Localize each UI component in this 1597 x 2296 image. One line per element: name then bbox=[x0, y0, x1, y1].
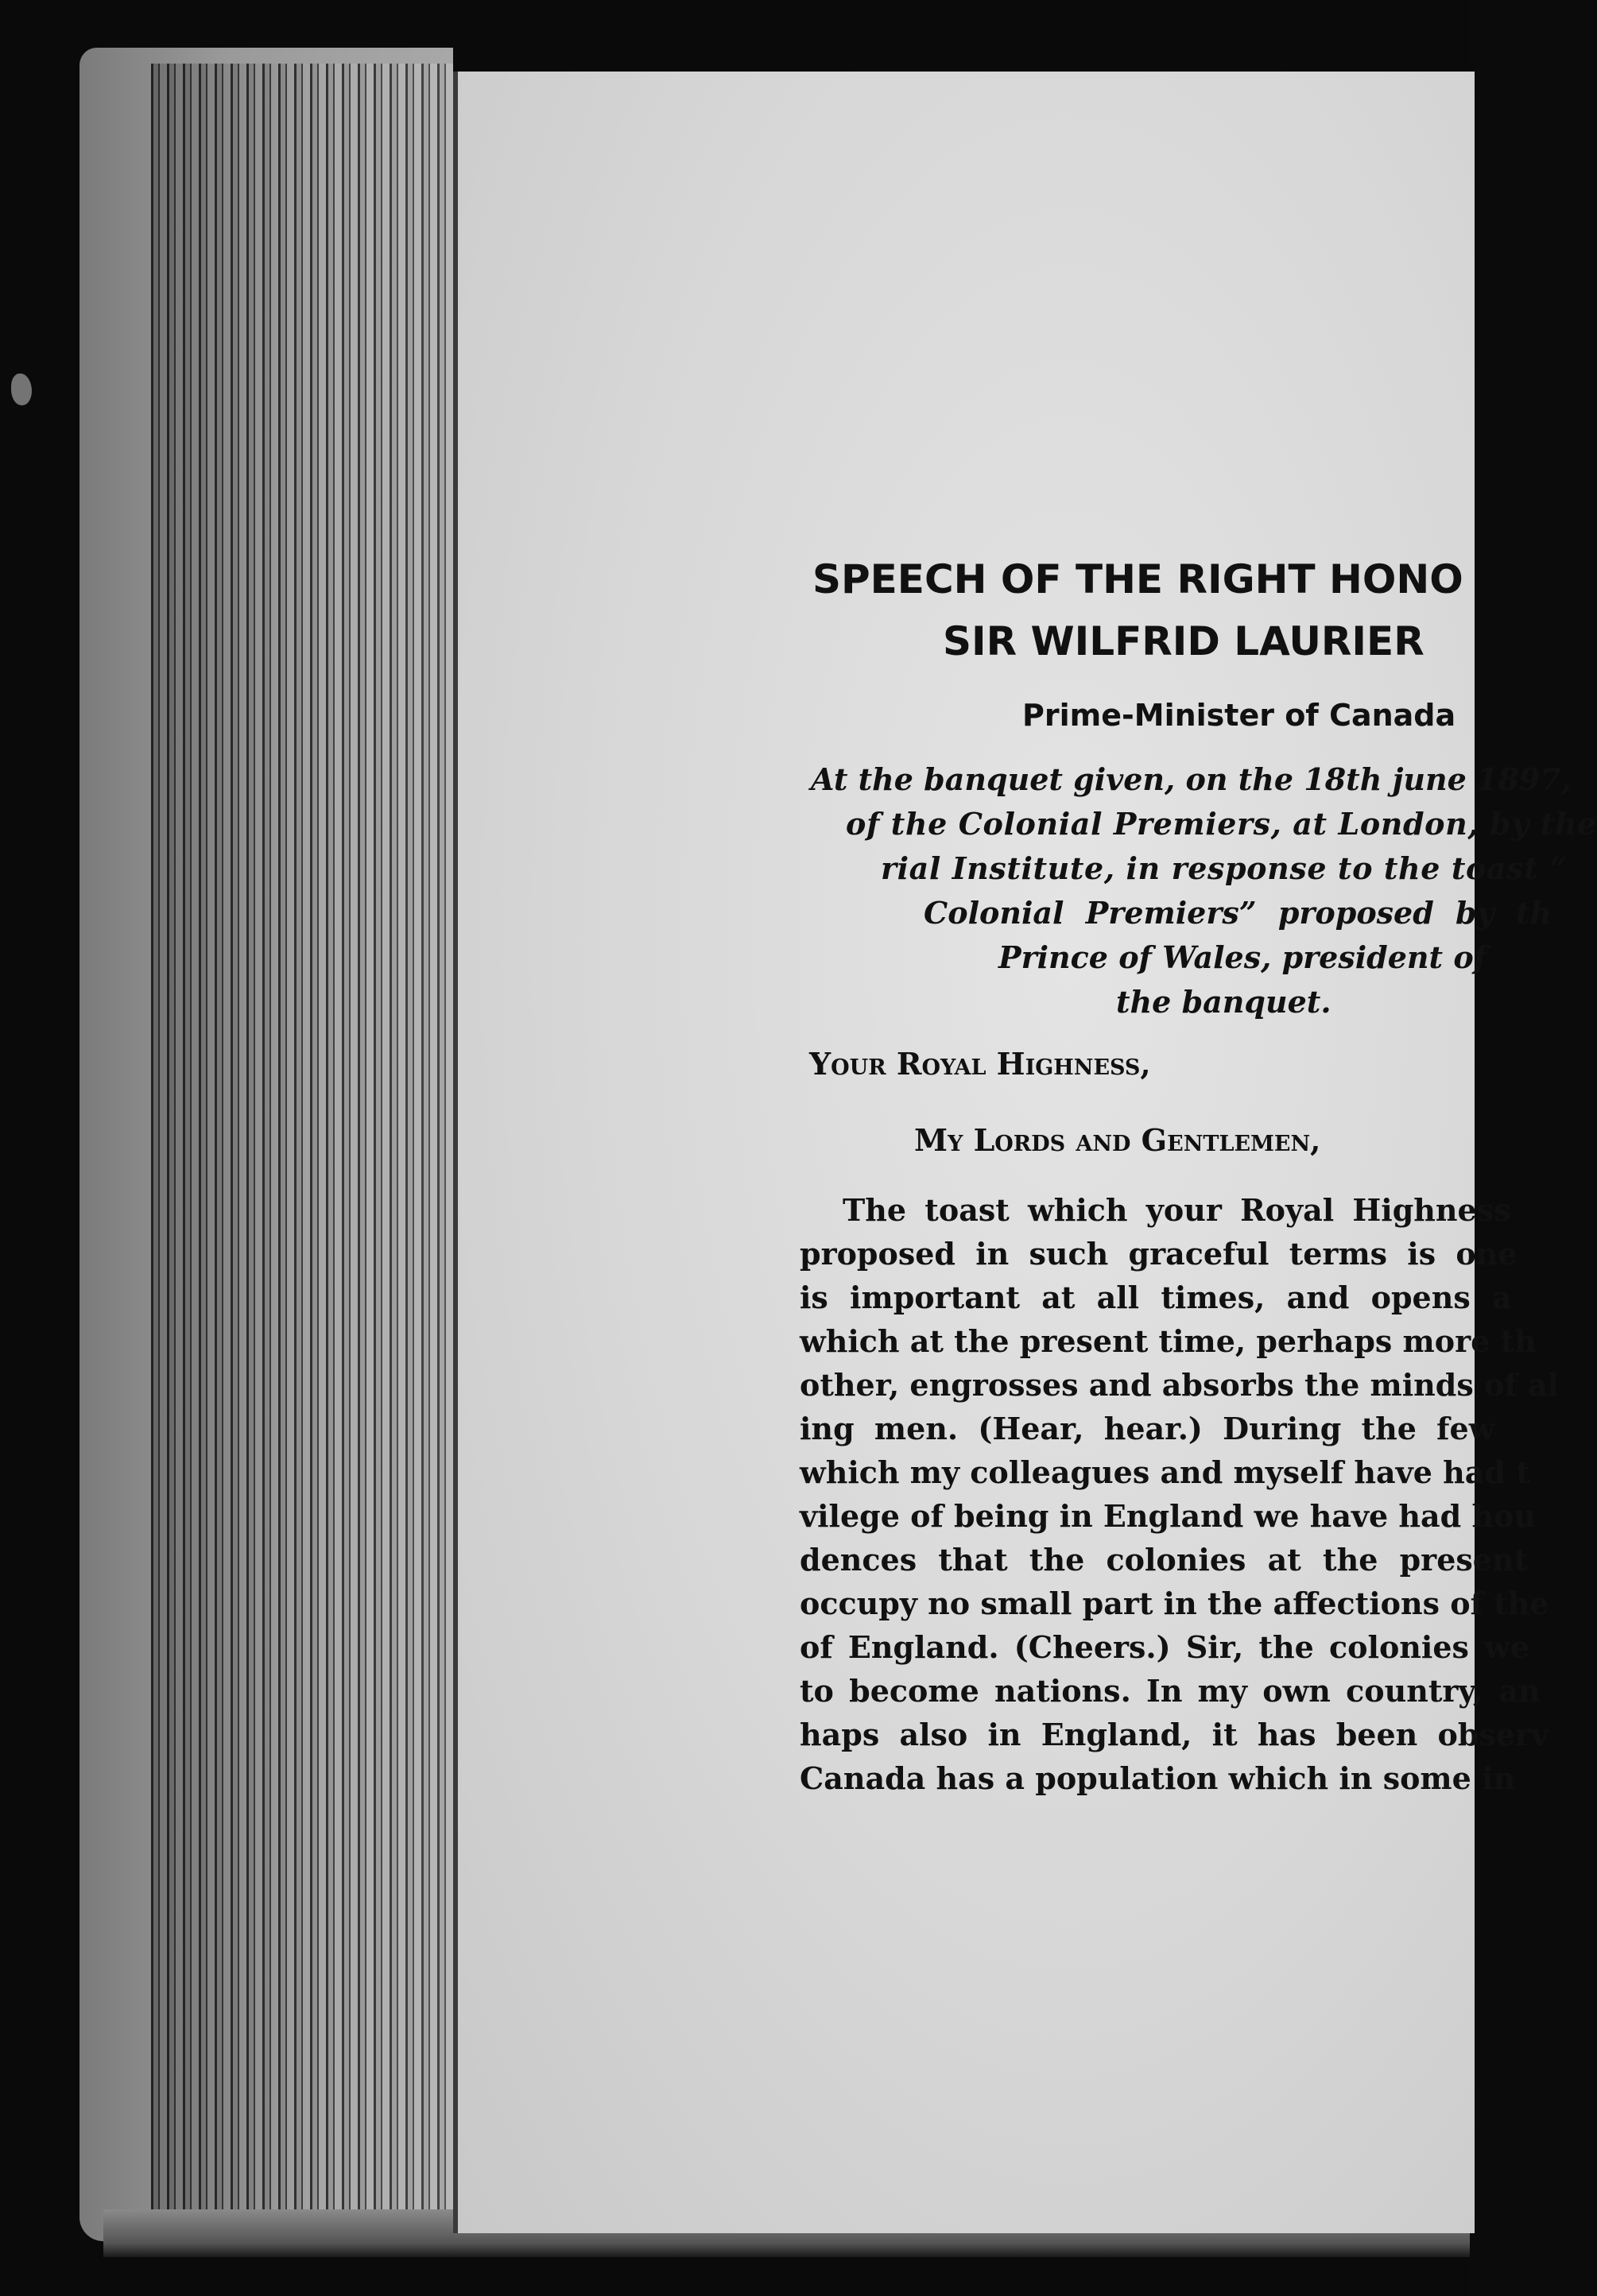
body-line-10: occupy no small part in the affections of the bbox=[800, 1586, 1549, 1621]
occasion-line-2: of the Colonial Premiers, at London, by the bbox=[846, 806, 1597, 842]
salutation-lords-gentlemen: My Lords and Gentlemen, bbox=[914, 1122, 1321, 1158]
occasion-line-3: rial Institute, in response to the toast “ bbox=[881, 850, 1568, 886]
page-stack-shadow bbox=[151, 64, 453, 2241]
occasion-line-1: At the banquet given, on the 18th june 1897, bbox=[811, 761, 1572, 797]
speaker-role: Prime-Minister of Canada bbox=[1022, 698, 1456, 733]
salutation-royal-highness: Your Royal Highness, bbox=[809, 1046, 1151, 1082]
body-line-4: which at the present time, perhaps more th bbox=[800, 1323, 1537, 1359]
body-line-2: proposed in such graceful terms is one bbox=[800, 1236, 1518, 1272]
speech-title-line-2: SIR WILFRID LAURIER bbox=[943, 618, 1425, 664]
body-line-6: ing men. (Hear, hear.) During the few bbox=[800, 1411, 1495, 1446]
body-line-11: of England. (Cheers.) Sir, the colonies we bbox=[800, 1629, 1530, 1665]
body-line-7: which my colleagues and myself have had t bbox=[800, 1454, 1530, 1490]
speech-title-line-1: SPEECH OF THE RIGHT HONO bbox=[812, 556, 1463, 602]
body-line-14: Canada has a population which in some in bbox=[800, 1760, 1516, 1796]
body-line-13: haps also in England, it has been observ bbox=[800, 1717, 1549, 1752]
body-line-8: vilege of being in England we have had hou bbox=[800, 1498, 1537, 1534]
occasion-line-4: Colonial Premiers” proposed by th bbox=[924, 895, 1552, 931]
body-line-12: to become nations. In my own country, an bbox=[800, 1673, 1541, 1709]
occasion-line-5: Prince of Wales, president of bbox=[998, 939, 1487, 975]
body-line-1: The toast which your Royal Highness bbox=[843, 1192, 1511, 1228]
body-line-9: dences that the colonies at the present bbox=[800, 1542, 1529, 1578]
body-line-5: other, engrosses and absorbs the minds of al bbox=[800, 1367, 1559, 1403]
film-speck bbox=[11, 374, 32, 405]
occasion-line-6: the banquet. bbox=[1116, 984, 1331, 1020]
body-line-3: is important at all times, and opens a bbox=[800, 1280, 1512, 1315]
